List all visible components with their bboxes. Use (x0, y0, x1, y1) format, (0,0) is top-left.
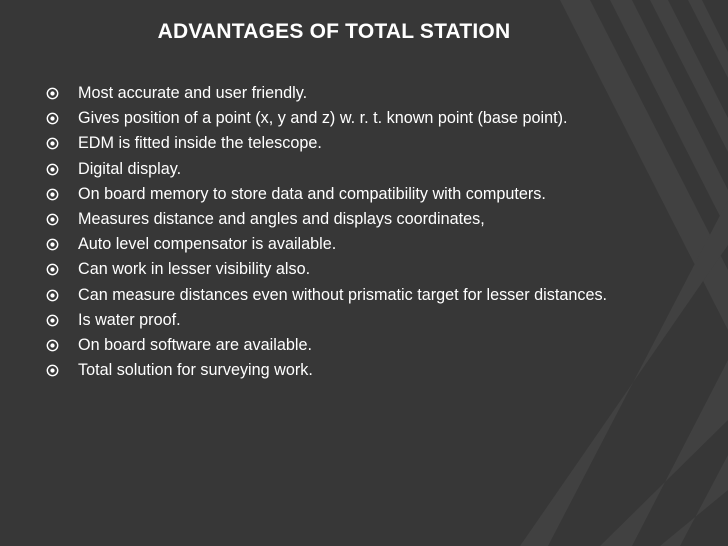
bullet-text: EDM is fitted inside the telescope. (78, 134, 322, 153)
circled-dot-icon (46, 263, 59, 276)
bullet-item (44, 361, 644, 381)
bullet-text: Total solution for surveying work. (78, 361, 313, 380)
circled-dot-icon (46, 238, 59, 251)
bullet-text: Measures distance and angles and displays coordinates, (78, 209, 485, 228)
circled-dot-icon (46, 289, 59, 302)
circled-dot-icon (46, 213, 59, 226)
bullet-text: Is water proof. (78, 310, 181, 329)
bullet-text: Auto level compensator is available. (78, 235, 337, 254)
bullet-item (44, 84, 644, 104)
bullet-text: Gives position of a point (x, y and z) w. r. t. known point (base point). (78, 109, 568, 128)
bullet-text: Can work in lesser visibility also. (78, 260, 311, 279)
circled-dot-icon (46, 163, 59, 176)
bullet-item (44, 210, 644, 230)
circled-dot-icon (46, 314, 59, 327)
bullet-item (44, 185, 644, 205)
bullet-item (44, 311, 644, 331)
bullet-text: On board software are available. (78, 335, 312, 354)
bullet-text: Digital display. (78, 159, 182, 178)
bullet-item (44, 134, 644, 154)
circled-dot-icon (46, 339, 59, 352)
bullet-text: Most accurate and user friendly. (78, 84, 308, 102)
bullet-item (44, 160, 644, 180)
bullet-item (44, 235, 644, 255)
bullet-item (44, 260, 644, 280)
bullet-item (44, 109, 644, 129)
circled-dot-icon (46, 87, 59, 100)
bullet-list (44, 84, 644, 386)
bullet-item (44, 336, 644, 356)
circled-dot-icon (46, 112, 59, 125)
bullet-text: On board memory to store data and compatibility with computers. (78, 184, 546, 203)
bullet-text: Can measure distances even without prismatic target for lesser distances. (78, 285, 608, 304)
bullet-item (44, 286, 644, 306)
circled-dot-icon (46, 188, 59, 201)
circled-dot-icon (46, 364, 59, 377)
slide-title: ADVANTAGES OF TOTAL STATION (157, 20, 511, 43)
circled-dot-icon (46, 137, 59, 150)
